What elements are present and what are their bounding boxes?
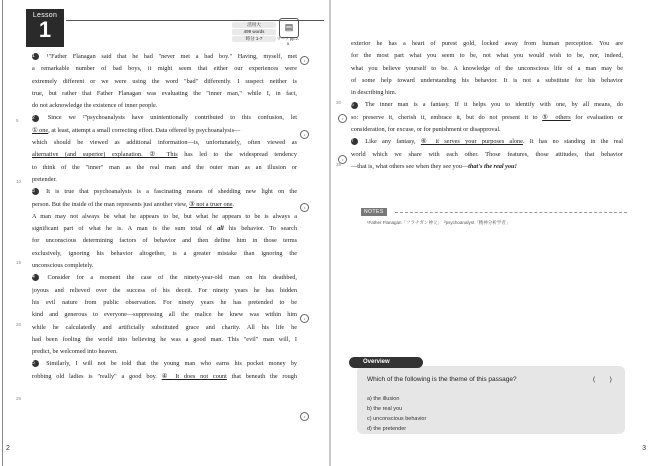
- lesson-number: 1: [38, 17, 52, 42]
- text-segment: Similarly, I will not be told that the young man who earns his pocket money by: [41, 360, 297, 368]
- lesson-word: Lesson: [32, 12, 58, 19]
- text-segment: —that is, what others see when they see you—: [351, 162, 469, 170]
- text-line: [32, 162, 297, 174]
- underlined-phrase: alternative (and superior) explanation. ② This: [32, 151, 178, 159]
- info-word-count: 499 words: [232, 29, 276, 35]
- text-segment: of some help toward understanding his behavior. It is not a substitute for his behavior: [351, 76, 623, 84]
- workbook-label: ワーク pp.2-5: [276, 36, 300, 46]
- right-page: [331, 0, 660, 466]
- left-page: [0, 0, 329, 466]
- option-c[interactable]: c) unconscious behavior: [367, 416, 427, 422]
- text-segment: which should be viewed as additional information—is, unfortunately, often viewed as: [32, 139, 297, 147]
- emphasis-text: that's the real you!: [468, 162, 517, 170]
- text-segment: exterior he has a heart of purest gold, locked away from human perception. You are: [351, 40, 623, 47]
- text-line: [351, 50, 623, 62]
- text-segment: has led to the widespread tendency: [177, 151, 297, 159]
- text-line: [32, 248, 297, 260]
- text-line: [32, 334, 297, 346]
- left-edge: [2, 0, 3, 466]
- lesson-badge: [26, 9, 64, 47]
- answer-blank[interactable]: ( ): [593, 376, 612, 383]
- paragraph-number: 1: [32, 53, 39, 60]
- text-line: [32, 149, 297, 161]
- line-number: 20: [16, 322, 22, 327]
- text-line: [351, 149, 623, 161]
- text-line: [32, 112, 297, 124]
- text-segment: It is true that psychoanalysis is a fascinating means of shedding new light on the: [41, 188, 297, 196]
- info-time: 時分 1-7: [232, 36, 276, 42]
- line-number: 15: [16, 260, 22, 265]
- audio-icon[interactable]: ♪: [300, 56, 309, 65]
- text-line: [351, 99, 623, 111]
- line-number: 25: [16, 396, 22, 401]
- text-segment: consideration, for excuse, or for punishment or disapproval.: [351, 126, 501, 134]
- text-line: [32, 76, 297, 88]
- text-line: [32, 137, 297, 149]
- text-line: [351, 124, 623, 136]
- text-line: [32, 235, 297, 247]
- line-number: 30: [336, 100, 342, 105]
- paragraph-number: 6: [351, 102, 358, 109]
- text-segment: ¹"Father Flanagan said that he had "never met a bad boy." Having, myself, met: [41, 53, 297, 60]
- text-line: [32, 309, 297, 321]
- notes-divider: [395, 212, 627, 213]
- text-line: [32, 125, 297, 137]
- underlined-phrase: ④ It does not count: [161, 372, 227, 380]
- text-segment: A man may not always be what he appears to be, but what he appears to be is always a: [32, 212, 297, 220]
- audio-icon[interactable]: ♪: [300, 314, 309, 323]
- notes-text: ¹Father Flanagan「フラナガン神父」 ²psychoanalyst「精神分析学者」: [367, 220, 511, 225]
- text-line: [351, 161, 623, 173]
- page-number-left: 2: [6, 445, 10, 452]
- text-segment: pretender.: [32, 175, 57, 183]
- paragraph-number: 2: [32, 115, 39, 122]
- audio-icon[interactable]: ♪: [300, 130, 309, 139]
- lesson-info: [232, 22, 276, 43]
- audio-icon[interactable]: ♪: [338, 155, 347, 164]
- text-segment: robbing old ladies is "really" a good boy.: [32, 372, 162, 380]
- text-line: [32, 285, 297, 297]
- text-segment: Consider for a moment the case of the ninety-year-old man on his deathbed,: [41, 274, 297, 282]
- text-segment: his evil nature from public observation. For ninety years he has pretended to be: [32, 298, 297, 306]
- audio-icon[interactable]: ♪: [300, 412, 309, 421]
- option-b[interactable]: b) the real you: [367, 406, 403, 412]
- text-line: [32, 223, 297, 235]
- text-segment: Like any fantasy,: [360, 138, 421, 146]
- info-level: 活用大: [232, 22, 276, 28]
- text-segment: . It has no standing in the real: [522, 138, 623, 146]
- line-number: 10: [16, 179, 22, 184]
- text-segment: The inner man is a fantasy. If it helps you to identify with one, by all means, do: [360, 101, 623, 109]
- text-segment: while he calculatedly and artificially substituted grace and charity. All his life he: [32, 323, 297, 331]
- text-segment: that beneath the rough: [226, 372, 297, 380]
- text-line: [32, 199, 297, 211]
- text-line: [32, 211, 297, 223]
- overview-question: Which of the following is the theme of this passage?: [367, 376, 517, 383]
- text-line: [32, 174, 297, 186]
- text-line: [351, 75, 623, 87]
- overview-title: Overview: [349, 357, 423, 368]
- underlined-phrase: ⑥ it serves your purposes alone: [420, 138, 523, 146]
- text-line: [351, 63, 623, 75]
- text-segment: , at least, attempt a small correcting effort. Data offered by psychoanalysis—: [48, 126, 241, 134]
- text-segment: for unconscious determining factors of behavior and then define him in those terms: [32, 237, 297, 245]
- text-segment: in describing him.: [351, 89, 397, 97]
- text-line: [351, 112, 623, 124]
- text-line: [32, 100, 297, 112]
- paragraph-number: 7: [351, 138, 358, 145]
- text-segment: so: preserve it, cherish it, embrace it, but do not present it to: [351, 113, 543, 121]
- audio-icon[interactable]: ♪: [300, 203, 309, 212]
- paragraph-number: 4: [32, 274, 39, 281]
- text-line: [351, 38, 623, 50]
- underlined-phrase: ⑤ others: [542, 113, 571, 121]
- text-segment: do not acknowledge the existence of inner people.: [32, 102, 158, 110]
- text-segment: significant part of what he is. A man is the sum total of: [32, 225, 218, 233]
- text-line: [32, 63, 297, 75]
- underlined-phrase: ① one: [32, 126, 49, 134]
- text-line: [32, 358, 297, 370]
- overview-box: [357, 366, 625, 434]
- text-segment: person. But the inside of the man represents just another view,: [32, 200, 190, 208]
- text-segment: unconscious completely.: [32, 262, 94, 270]
- text-segment: his behavior. To search: [223, 225, 297, 233]
- text-segment: had been fooling the world into believing he was a good man. This "evil" man will, I: [32, 335, 297, 343]
- line-number: 35: [336, 162, 342, 167]
- paragraph-number: 5: [32, 360, 39, 367]
- workbook-icon: ▤: [279, 18, 299, 38]
- audio-icon[interactable]: ♪: [338, 114, 347, 123]
- text-line: [32, 371, 297, 383]
- underlined-phrase: ③ not a truer one: [189, 200, 233, 208]
- option-a[interactable]: a) the illusion: [367, 396, 400, 402]
- text-line: [32, 272, 297, 284]
- line-number: 5: [16, 118, 19, 123]
- text-line: [32, 346, 297, 358]
- text-segment: .: [232, 200, 235, 208]
- option-d[interactable]: d) the pretender: [367, 426, 407, 432]
- text-segment: exclusively, ignoring his behavior altogether, is a greater mistake than ignoring the: [32, 249, 297, 257]
- text-segment: extremely different or we were using the word "bad" differently. I suspect neither is: [32, 77, 297, 85]
- text-segment: joyous and relieved over the success of his deceit. For ninety years he has hidden: [32, 286, 297, 294]
- text-segment: true, but rather that Father Flanagan was evaluating the "inner man," while I, in fact,: [32, 89, 297, 97]
- text-line: [32, 297, 297, 309]
- right-passage: [351, 38, 623, 173]
- text-segment: kind and generous to everyone—suppressing all the malice he knew was within him: [32, 311, 297, 319]
- text-segment: for evaluation or: [570, 113, 623, 121]
- text-segment: what you believe yourself to be. A knowledge of the unconscious life of a man may be: [351, 64, 623, 72]
- text-segment: to think of the "inner" man as the real man and the outer man as an illusion or: [32, 163, 297, 171]
- paragraph-number: 3: [32, 188, 39, 195]
- text-segment: for the most part what you seem to be, not what you would wish to be, nor, indeed,: [351, 52, 623, 60]
- text-line: [32, 186, 297, 198]
- text-line: [32, 51, 297, 63]
- emphasis-text: all: [217, 225, 224, 233]
- text-line: [32, 260, 297, 272]
- text-line: [32, 322, 297, 334]
- text-segment: predict, be welcomed into heaven.: [32, 348, 118, 356]
- text-segment: Since we ²"psychoanalysts have unintentionally contributed to this confusion, let: [41, 114, 297, 122]
- notes-label: NOTES: [361, 208, 387, 216]
- left-passage: [32, 51, 297, 383]
- text-segment: world which we share with each other. Those features, those attitudes, that behavior: [351, 150, 623, 158]
- text-line: [351, 136, 623, 148]
- text-segment: a remarkable number of bad boys, it might seem that either our experiences were: [32, 65, 297, 73]
- text-line: [351, 87, 623, 99]
- page-number-right: 3: [642, 445, 646, 452]
- text-line: [32, 88, 297, 100]
